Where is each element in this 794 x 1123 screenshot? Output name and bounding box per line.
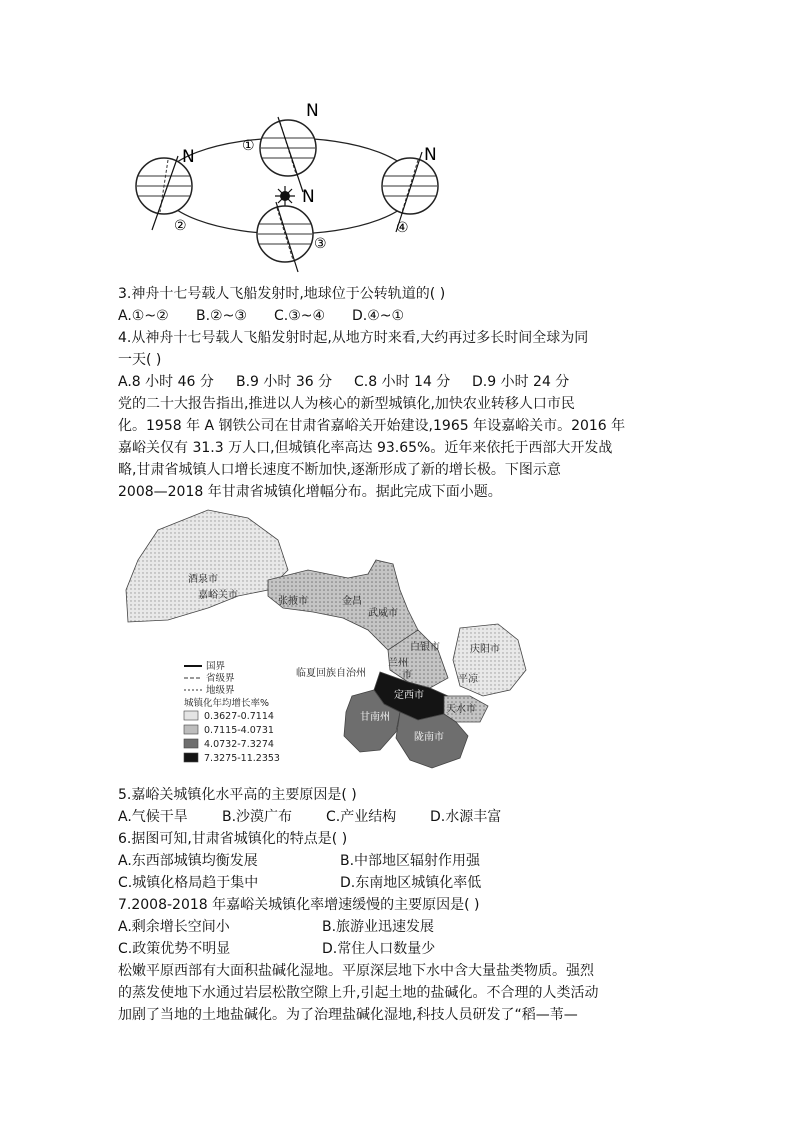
legend-national-border: 国界 [206,661,226,672]
option-a[interactable]: A.气候干旱 [118,809,188,825]
label-jiayuguan: 嘉峪关市 [198,590,238,601]
question-7-options [118,916,434,938]
label-gannan: 甘南州 [360,712,390,723]
option-c[interactable]: C.产业结构 [326,809,397,825]
question-7-options-cont [118,938,435,960]
label-jiuquan: 酒泉市 [188,574,218,585]
option-a[interactable]: A.东西部城镇均衡发展 [118,853,258,869]
option-a[interactable]: A.8 小时 46 分 [118,374,214,390]
earth-position-3 [257,202,313,272]
question-6-options-cont [118,872,481,894]
label-lanzhou-mark: 市 [402,670,412,681]
legend-class-3: 4.0732-7.3274 [204,739,274,750]
position-label-4: ④ [396,220,409,236]
question-3-options [118,305,404,327]
legend-prefecture-border: 地级界 [206,685,235,696]
label-tianshui: 天水市 [446,704,476,715]
option-d[interactable]: D.④~① [352,308,405,324]
question-4-options [118,371,569,393]
passage-line: 嘉峪关仅有 31.3 万人口,但城镇化率高达 93.65%。近年来依托于西部大开发战 [118,440,613,456]
option-b[interactable]: B.9 小时 36 分 [236,374,333,390]
option-d[interactable]: D.东南地区城镇化率低 [340,875,482,891]
legend-class-2: 0.7115-4.0731 [204,725,274,736]
question-5-options [118,806,501,828]
legend-provincial-border: 省级界 [206,673,235,684]
option-b[interactable]: B.②~③ [196,308,247,324]
region-jiuquan [126,510,288,622]
label-lanzhou: 兰州 [388,658,408,669]
question-4-stem-cont: 一天( ) [118,352,162,368]
label-zhangye: 张掖市 [278,596,308,607]
label-dingxi: 定西市 [394,690,424,701]
passage-line: 化。1958 年 A 钢铁公司在甘肃省嘉峪关开始建设,1965 年设嘉峪关市。2016 年 [118,418,626,434]
sun-icon [275,186,295,206]
label-jinchang: 金昌 [342,596,362,607]
gansu-urbanization-map [118,500,538,780]
passage-line: 松嫩平原西部有大面积盐碱化湿地。平原深层地下水中含大量盐类物质。强烈 [118,963,594,979]
option-c[interactable]: C.8 小时 14 分 [354,374,451,390]
legend-title: 城镇化年均增长率% [184,698,270,709]
north-label: N [302,187,315,207]
passage-line: 的蒸发使地下水通过岩层松散空隙上升,引起土地的盐碱化。不合理的人类活动 [118,985,599,1001]
question-6-options [118,850,480,872]
north-label: N [182,147,195,167]
legend-class-1: 0.3627-0.7114 [204,711,274,722]
north-label: N [424,145,437,165]
question-6-stem: 6.据图可知,甘肃省城镇化的特点是( ) [118,831,348,847]
passage-line: 党的二十大报告指出,推进以人为核心的新型城镇化,加快农业转移人口市民 [118,396,575,412]
label-baiyin: 白银市 [410,642,440,653]
earth-position-1 [260,117,316,192]
option-b[interactable]: B.沙漠广布 [222,809,293,825]
region-qingyang [453,624,526,696]
label-qingyang: 庆阳市 [470,644,500,655]
option-a[interactable]: A.①~② [118,308,169,324]
passage-line: 略,甘肃省城镇人口增长速度不断加快,逐渐形成了新的增长极。下图示意 [118,462,561,478]
option-c[interactable]: C.政策优势不明显 [118,941,231,957]
passage-line: 2008—2018 年甘肃省城镇化增幅分布。据此完成下面小题。 [118,484,502,500]
position-label-1: ① [242,138,255,154]
position-label-2: ② [174,218,187,234]
question-5-stem: 5.嘉峪关城镇化水平高的主要原因是( ) [118,787,357,803]
option-b[interactable]: B.中部地区辐射作用强 [340,853,481,869]
question-7-stem: 7.2008-2018 年嘉峪关城镇化率增速缓慢的主要原因是( ) [118,897,480,913]
option-d[interactable]: D.常住人口数量少 [322,941,436,957]
legend-class-4: 7.3275-11.2353 [204,753,280,764]
option-b[interactable]: B.旅游业迅速发展 [322,919,435,935]
option-d[interactable]: D.水源丰富 [430,809,502,825]
earth-orbit-figure [128,102,448,282]
label-wuwei: 武威市 [368,608,398,619]
question-4-stem: 4.从神舟十七号载人飞船发射时起,从地方时来看,大约再过多长时间全球为同 [118,330,589,346]
passage-line: 加剧了当地的土地盐碱化。为了治理盐碱化湿地,科技人员研发了“稻—苇— [118,1007,578,1023]
option-a[interactable]: A.剩余增长空间小 [118,919,230,935]
option-d[interactable]: D.9 小时 24 分 [472,374,570,390]
label-pingliang: 平凉 [458,674,478,685]
question-3-stem: 3.神舟十七号载人飞船发射时,地球位于公转轨道的( ) [118,286,446,302]
option-c[interactable]: C.城镇化格局趋于集中 [118,875,259,891]
position-label-3: ③ [314,236,327,252]
label-linxia: 临夏回族自治州 [296,668,366,679]
map-legend [184,661,280,764]
north-label: N [306,102,319,121]
option-c[interactable]: C.③~④ [274,308,326,324]
label-longnan: 陇南市 [414,732,444,743]
